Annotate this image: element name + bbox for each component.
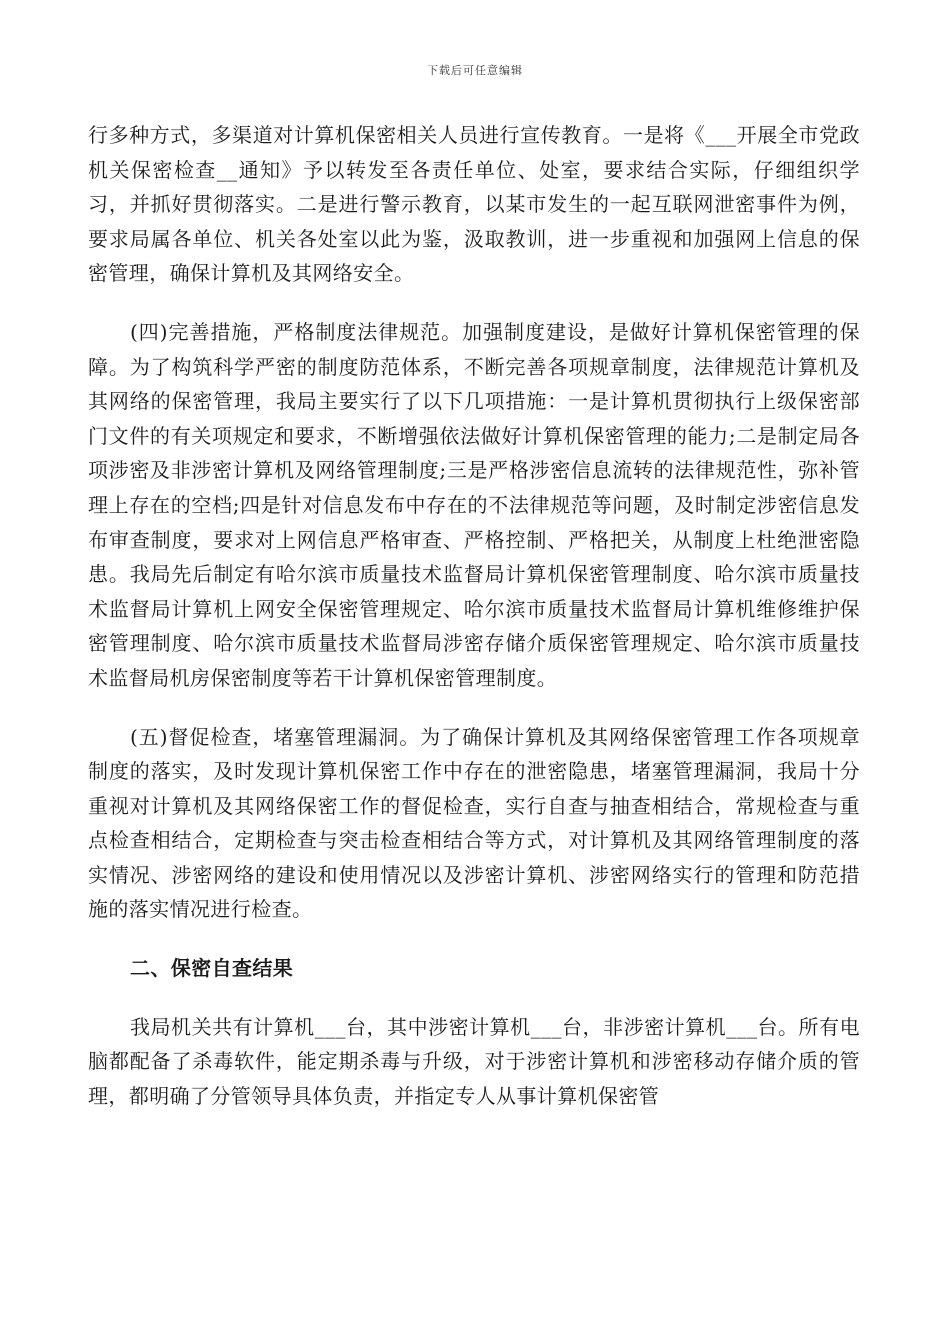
paragraph-gap [88, 291, 860, 315]
paragraph-gap [88, 986, 860, 1010]
document-body [88, 118, 860, 1113]
paragraph-gap [88, 696, 860, 720]
paragraph-self-check-results: 我局机关共有计算机___台，其中涉密计算机___台，非涉密计算机___台。所有电脑都配备了杀毒软件，能定期杀毒与升级，对于涉密计算机和涉密移动存储介质的管理，都明确了分管领导具体负责，并指定专人从事计算机保密管 [88, 1014, 860, 1108]
paragraph-section-5: (五)督促检查，堵塞管理漏洞。为了确保计算机及其网络保密管理工作各项规章制度的落实，及时发现计算机保密工作中存在的泄密隐患，堵塞管理漏洞，我局十分重视对计算机及其网络保密工作的督促检查，实行自查与抽查相结合，常规检查与重点检查相结合，定期检查与突击检查相结合等方式，对计算机及其网络管理制度的落实情况、涉密网络的建设和使用情况以及涉密计算机、涉密网络实行的管理和防范措施的落实情况进行检查。 [88, 724, 860, 922]
header-note: 下载后可任意编辑 [427, 64, 523, 77]
paragraph-continuation: 行多种方式，多渠道对计算机保密相关人员进行宣传教育。一是将《___开展全市党政机关保密检查__通知》予以转发至各责任单位、处室，要求结合实际，仔细组织学习，并抓好贯彻落实。二是进行警示教育，以某市发生的一起互联网泄密事件为例，要求局属各单位、机关各处室以此为鉴，汲取教训，进一步重视和加强网上信息的保密管理，确保计算机及其网络安全。 [88, 123, 860, 286]
paragraph-gap [88, 927, 860, 951]
section-heading: 二、保密自查结果 [130, 956, 294, 981]
paragraph-section-4: (四)完善措施，严格制度法律规范。加强制度建设，是做好计算机保密管理的保障。为了构筑科学严密的制度防范体系，不断完善各项规章制度，法律规范计算机及其网络的保密管理，我局主要实行了以下几项措施：一是计算机贯彻执行上级保密部门文件的有关项规定和要求，不断增强依法做好计算机保密管理的能力;二是制定局各项涉密及非涉密计算机及网络管理制度;三是严格涉密信息流转的法律规范性，弥补管理上存在的空档;四是针对信息发布中存在的不法律规范等问题，及时制定涉密信息发布审查制度，要求对上网信息严格审查、严格控制、严格把关，从制度上杜绝泄密隐患。我局先后制定有哈尔滨市质量技术监督局计算机保密管理制度、哈尔滨市质量技术监督局计算机上网安全保密管理规定、哈尔滨市质量技术监督局计算机维修维护保密管理制度、哈尔滨市质量技术监督局涉密存储介质保密管理规定、哈尔滨市质量技术监督局机房保密制度等若干计算机保密管理制度。 [88, 319, 860, 690]
